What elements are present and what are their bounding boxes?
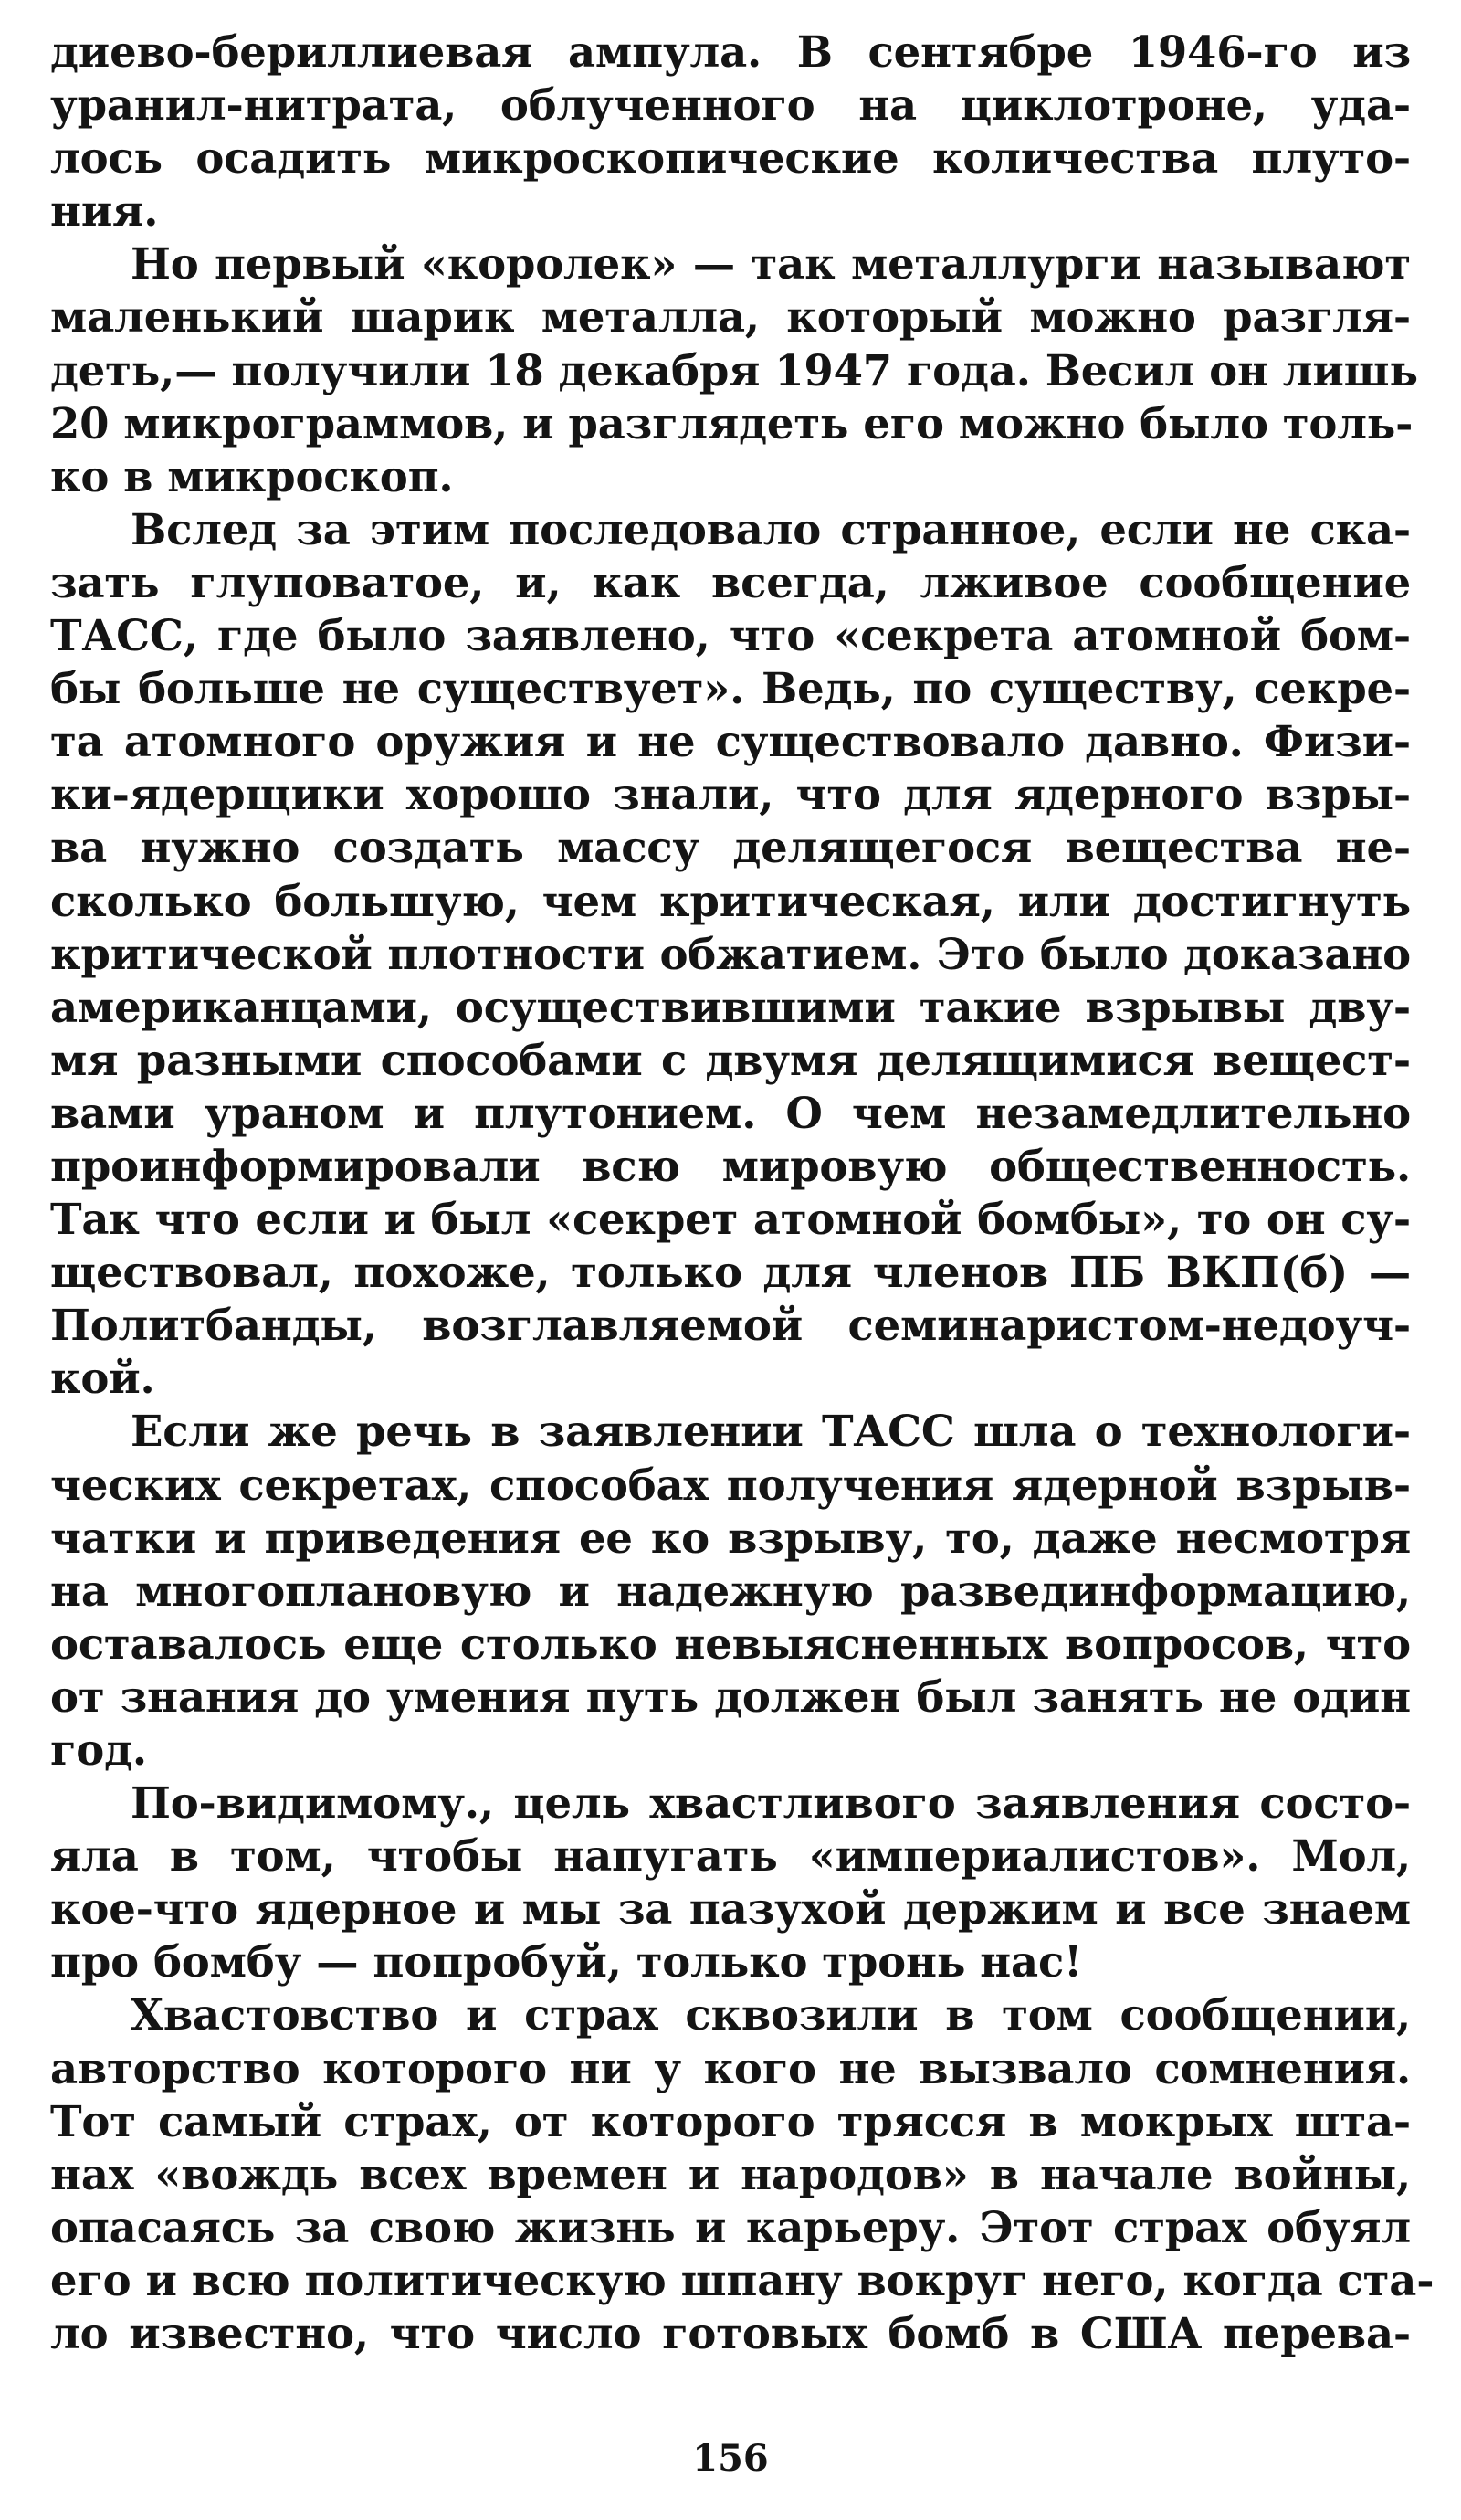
text-line: Но первый «королек» — так металлурги называют xyxy=(131,238,1411,290)
text-line: 20 микрограммов, и разглядеть его можно было толь- xyxy=(50,397,1414,448)
text-line: опасаясь за свою жизнь и карьеру. Этот страх обуял xyxy=(50,2201,1411,2252)
text-line: год. xyxy=(50,1724,147,1775)
text-line: вами ураном и плутонием. О чем незамедлительно xyxy=(50,1087,1411,1138)
text-line: диево-бериллиевая ампула. В сентябре 1946-го из xyxy=(50,26,1411,77)
text-line: на многоплановую и надежную развединформацию, xyxy=(50,1565,1411,1616)
text-line: бы больше не существует». Ведь, по существу, секре- xyxy=(50,663,1411,714)
text-line: ществовал, похоже, только для членов ПБ ВКП(б) — xyxy=(50,1247,1411,1298)
paragraph xyxy=(50,237,1418,502)
text-line: авторство которого ни у кого не вызвало сомнения. xyxy=(50,2042,1411,2093)
text-line: Политбанды, возглавляемой семинаристом-недоуч- xyxy=(50,1300,1411,1351)
text-line: критической плотности обжатием. Это было доказано xyxy=(50,928,1411,979)
text-line: мя разными способами с двумя делящимися вещест- xyxy=(50,1034,1411,1085)
text-line: ло известно, что число готовых бомб в США перева- xyxy=(50,2308,1411,2359)
text-line: маленький шарик металла, который можно разгля- xyxy=(50,291,1411,343)
text-line: нах «вождь всех времен и народов» в начале войны, xyxy=(50,2148,1411,2199)
text-line: Хвастовство и страх сквозили в том сообщении, xyxy=(131,1989,1411,2040)
paragraph xyxy=(50,1777,1411,1988)
paragraph xyxy=(50,1405,1411,1777)
text-line: ко в микроскоп. xyxy=(50,450,454,501)
text-line: Так что если и был «секрет атомной бомбы», то он су- xyxy=(50,1194,1411,1245)
paragraph xyxy=(50,503,1411,1406)
text-line: про бомбу — попробуй, только тронь нас! xyxy=(50,1936,1083,1988)
text-line: та атомного оружия и не существовало давно. Физи- xyxy=(50,716,1411,767)
text-line: Вслед за этим последовало странное, если не ска- xyxy=(131,503,1411,554)
page-text-column xyxy=(50,26,1435,2360)
text-line: кой. xyxy=(50,1353,155,1404)
text-line: По-видимому., цель хвастливого заявления состо- xyxy=(131,1777,1411,1829)
text-line: кое-что ядерное и мы за пазухой держим и все знаем xyxy=(50,1883,1411,1935)
paragraph xyxy=(50,26,1411,237)
text-line: ки-ядерщики хорошо знали, что для ядерного взры- xyxy=(50,769,1411,820)
text-line: лось осадить микроскопические количества плуто- xyxy=(50,132,1411,184)
text-line: ческих секретах, способах получения ядерной взрыв- xyxy=(50,1459,1411,1510)
paragraph xyxy=(50,1988,1435,2360)
page-number: 156 xyxy=(692,2437,769,2480)
text-line: от знания до умения путь должен был занять не один xyxy=(50,1671,1411,1722)
text-line: деть,— получили 18 декабря 1947 года. Весил он лишь xyxy=(50,344,1418,395)
text-line: яла в том, чтобы напугать «империалистов». Мол, xyxy=(50,1830,1411,1882)
text-line: оставалось еще столько невыясненных вопросов, что xyxy=(50,1618,1411,1669)
text-line: ТАСС, где было заявлено, что «секрета атомной бом- xyxy=(50,610,1411,661)
text-line: американцами, осуществившими такие взрывы дву- xyxy=(50,981,1411,1032)
text-line: сколько большую, чем критическая, или достигнуть xyxy=(50,875,1411,926)
text-line: Тот самый страх, от которого трясся в мокрых шта- xyxy=(50,2095,1411,2146)
text-line: ва нужно создать массу делящегося вещества не- xyxy=(50,822,1411,873)
text-line: уранил-нитрата, облученного на циклотроне, уда- xyxy=(50,79,1411,131)
text-line: зать глуповатое, и, как всегда, лживое сообщение xyxy=(50,556,1411,607)
text-line: его и всю политическую шпану вокруг него, когда ста- xyxy=(50,2254,1435,2305)
text-line: проинформировали всю мировую общественность. xyxy=(50,1140,1411,1191)
text-line: чатки и приведения ее ко взрыву, то, даже несмотря xyxy=(50,1512,1411,1563)
text-line: ния. xyxy=(50,185,159,237)
text-line: Если же речь в заявлении ТАСС шла о технологи- xyxy=(131,1406,1411,1457)
